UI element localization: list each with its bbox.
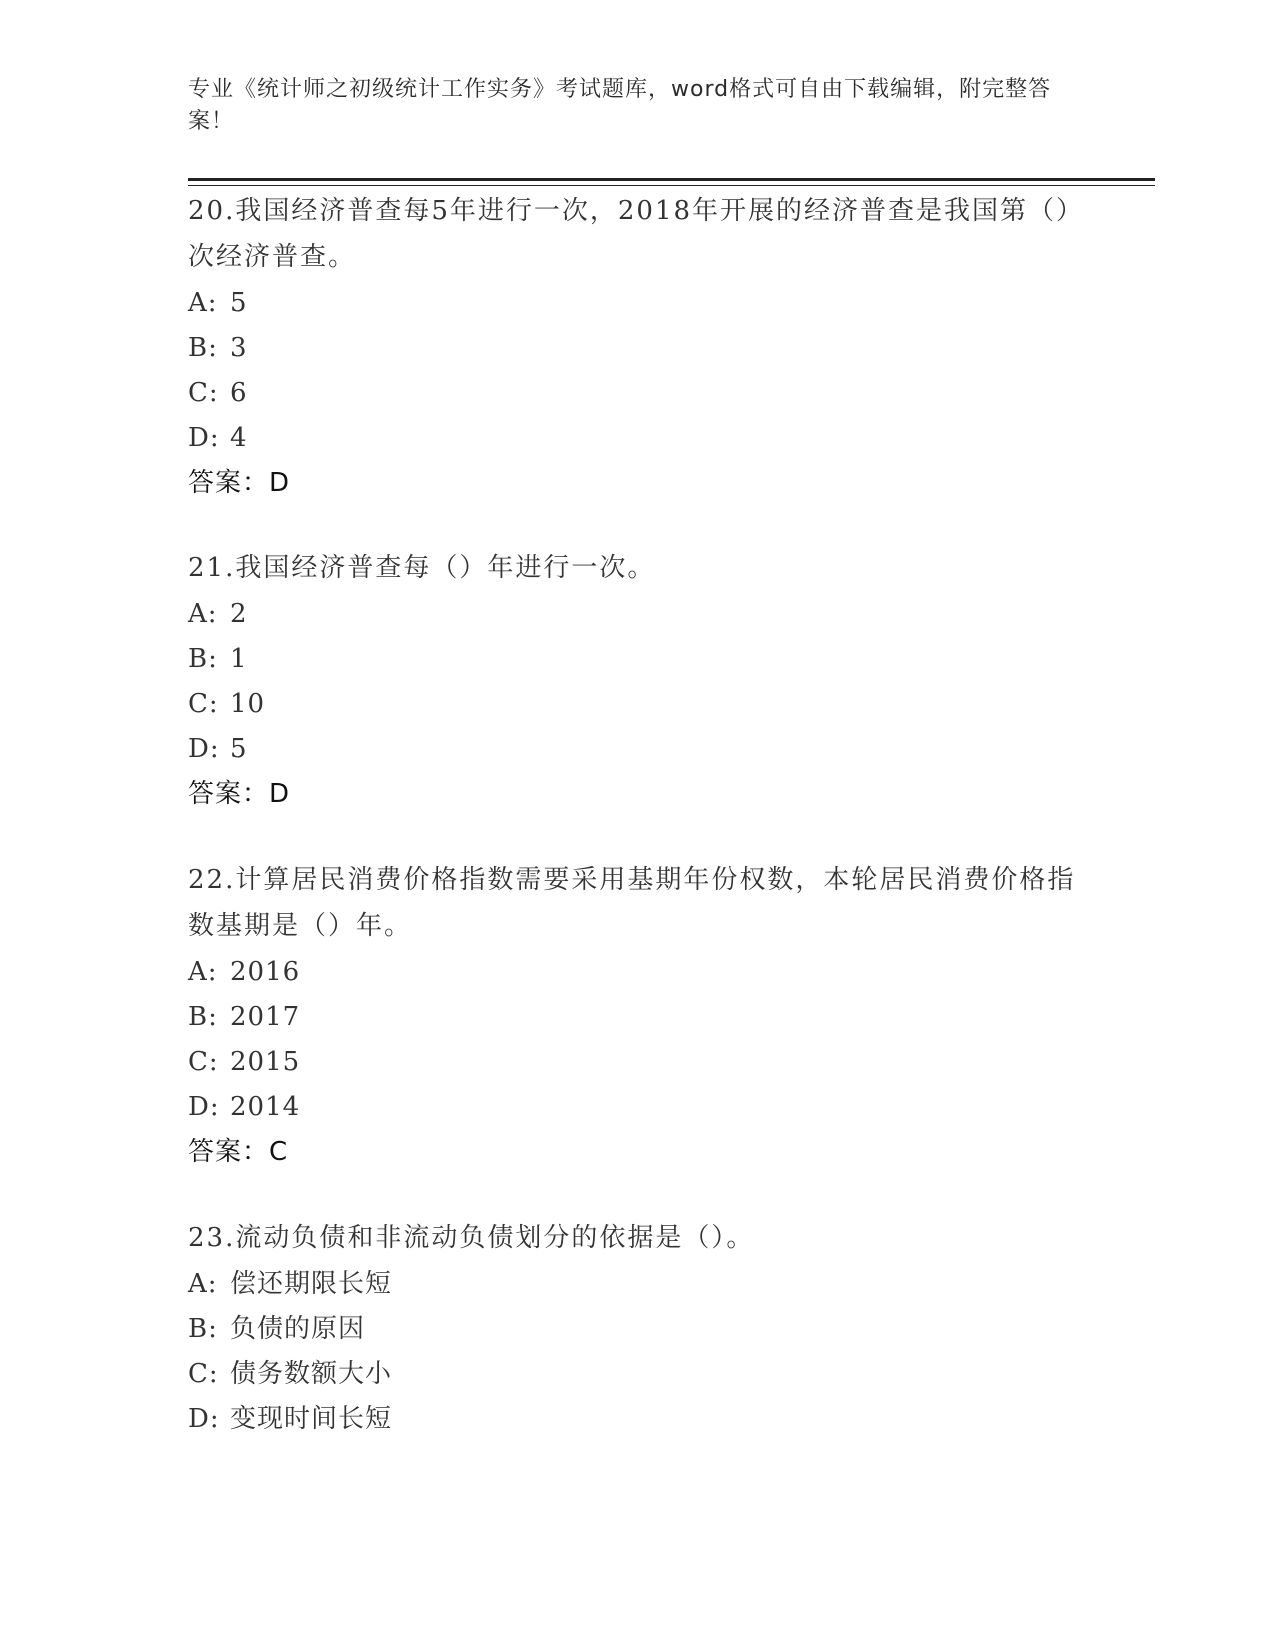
option-letter: B: <box>188 1314 218 1344</box>
option-d <box>188 726 1088 771</box>
option-d <box>188 1084 1088 1129</box>
question-block <box>188 188 1088 506</box>
option-text: 2017 <box>230 1002 301 1032</box>
option-letter: B: <box>188 1002 218 1032</box>
option-text: 3 <box>230 333 248 363</box>
option-letter: C: <box>188 1047 219 1077</box>
option-letter: A: <box>188 1269 218 1299</box>
option-text: 变现时间长短 <box>230 1404 393 1434</box>
option-letter: C: <box>188 1359 219 1389</box>
option-text: 4 <box>230 423 248 453</box>
option-text: 5 <box>230 288 248 318</box>
option-d <box>188 1396 1088 1441</box>
option-text: 5 <box>230 734 248 764</box>
option-c <box>188 681 1088 726</box>
option-letter: D: <box>188 1404 220 1434</box>
question-block <box>188 1215 1088 1441</box>
question-stem: 21.我国经济普查每（）年进行一次。 <box>188 553 656 583</box>
answer-label: 答案：C <box>188 1137 289 1167</box>
option-text: 2015 <box>230 1047 301 1077</box>
question-stem: 20.我国经济普查每5年进行一次，2018年开展的经济普查是我国第（）次经济普查。 <box>188 196 1085 272</box>
option-letter: B: <box>188 333 218 363</box>
option-letter: C: <box>188 378 219 408</box>
option-letter: A: <box>188 957 218 987</box>
option-letter: D: <box>188 1092 220 1122</box>
option-c <box>188 1039 1088 1084</box>
option-text: 2014 <box>230 1092 301 1122</box>
option-a <box>188 1261 1088 1306</box>
question-stem: 23.流动负债和非流动负债划分的依据是（）。 <box>188 1223 755 1253</box>
answer-label: 答案：D <box>188 779 291 809</box>
answer-label: 答案：D <box>188 468 291 498</box>
option-a <box>188 949 1088 994</box>
option-b <box>188 636 1088 681</box>
document-header: 专业《统计师之初级统计工作实务》考试题库，word格式可自由下载编辑，附完整答案！ <box>188 77 1052 134</box>
option-text: 1 <box>230 644 248 674</box>
option-letter: C: <box>188 689 219 719</box>
option-text: 6 <box>230 378 248 408</box>
option-letter: D: <box>188 423 220 453</box>
header-rule-thin <box>188 185 1155 186</box>
option-d <box>188 415 1088 460</box>
option-b <box>188 994 1088 1039</box>
option-b <box>188 1306 1088 1351</box>
option-text: 10 <box>230 689 266 719</box>
question-block <box>188 857 1088 1175</box>
option-a <box>188 280 1088 325</box>
option-c <box>188 370 1088 415</box>
option-c <box>188 1351 1088 1396</box>
option-text: 偿还期限长短 <box>230 1269 393 1299</box>
option-letter: B: <box>188 644 218 674</box>
header-rule-thick <box>188 178 1155 181</box>
option-letter: A: <box>188 288 218 318</box>
question-block <box>188 545 1088 817</box>
option-b <box>188 325 1088 370</box>
question-stem: 22.计算居民消费价格指数需要采用基期年份权数，本轮居民消费价格指数基期是（）年。 <box>188 865 1076 941</box>
option-letter: A: <box>188 599 218 629</box>
option-letter: D: <box>188 734 220 764</box>
option-text: 2016 <box>230 957 301 987</box>
option-text: 负债的原因 <box>230 1314 366 1344</box>
option-text: 2 <box>230 599 248 629</box>
option-a <box>188 591 1088 636</box>
option-text: 债务数额大小 <box>230 1359 393 1389</box>
